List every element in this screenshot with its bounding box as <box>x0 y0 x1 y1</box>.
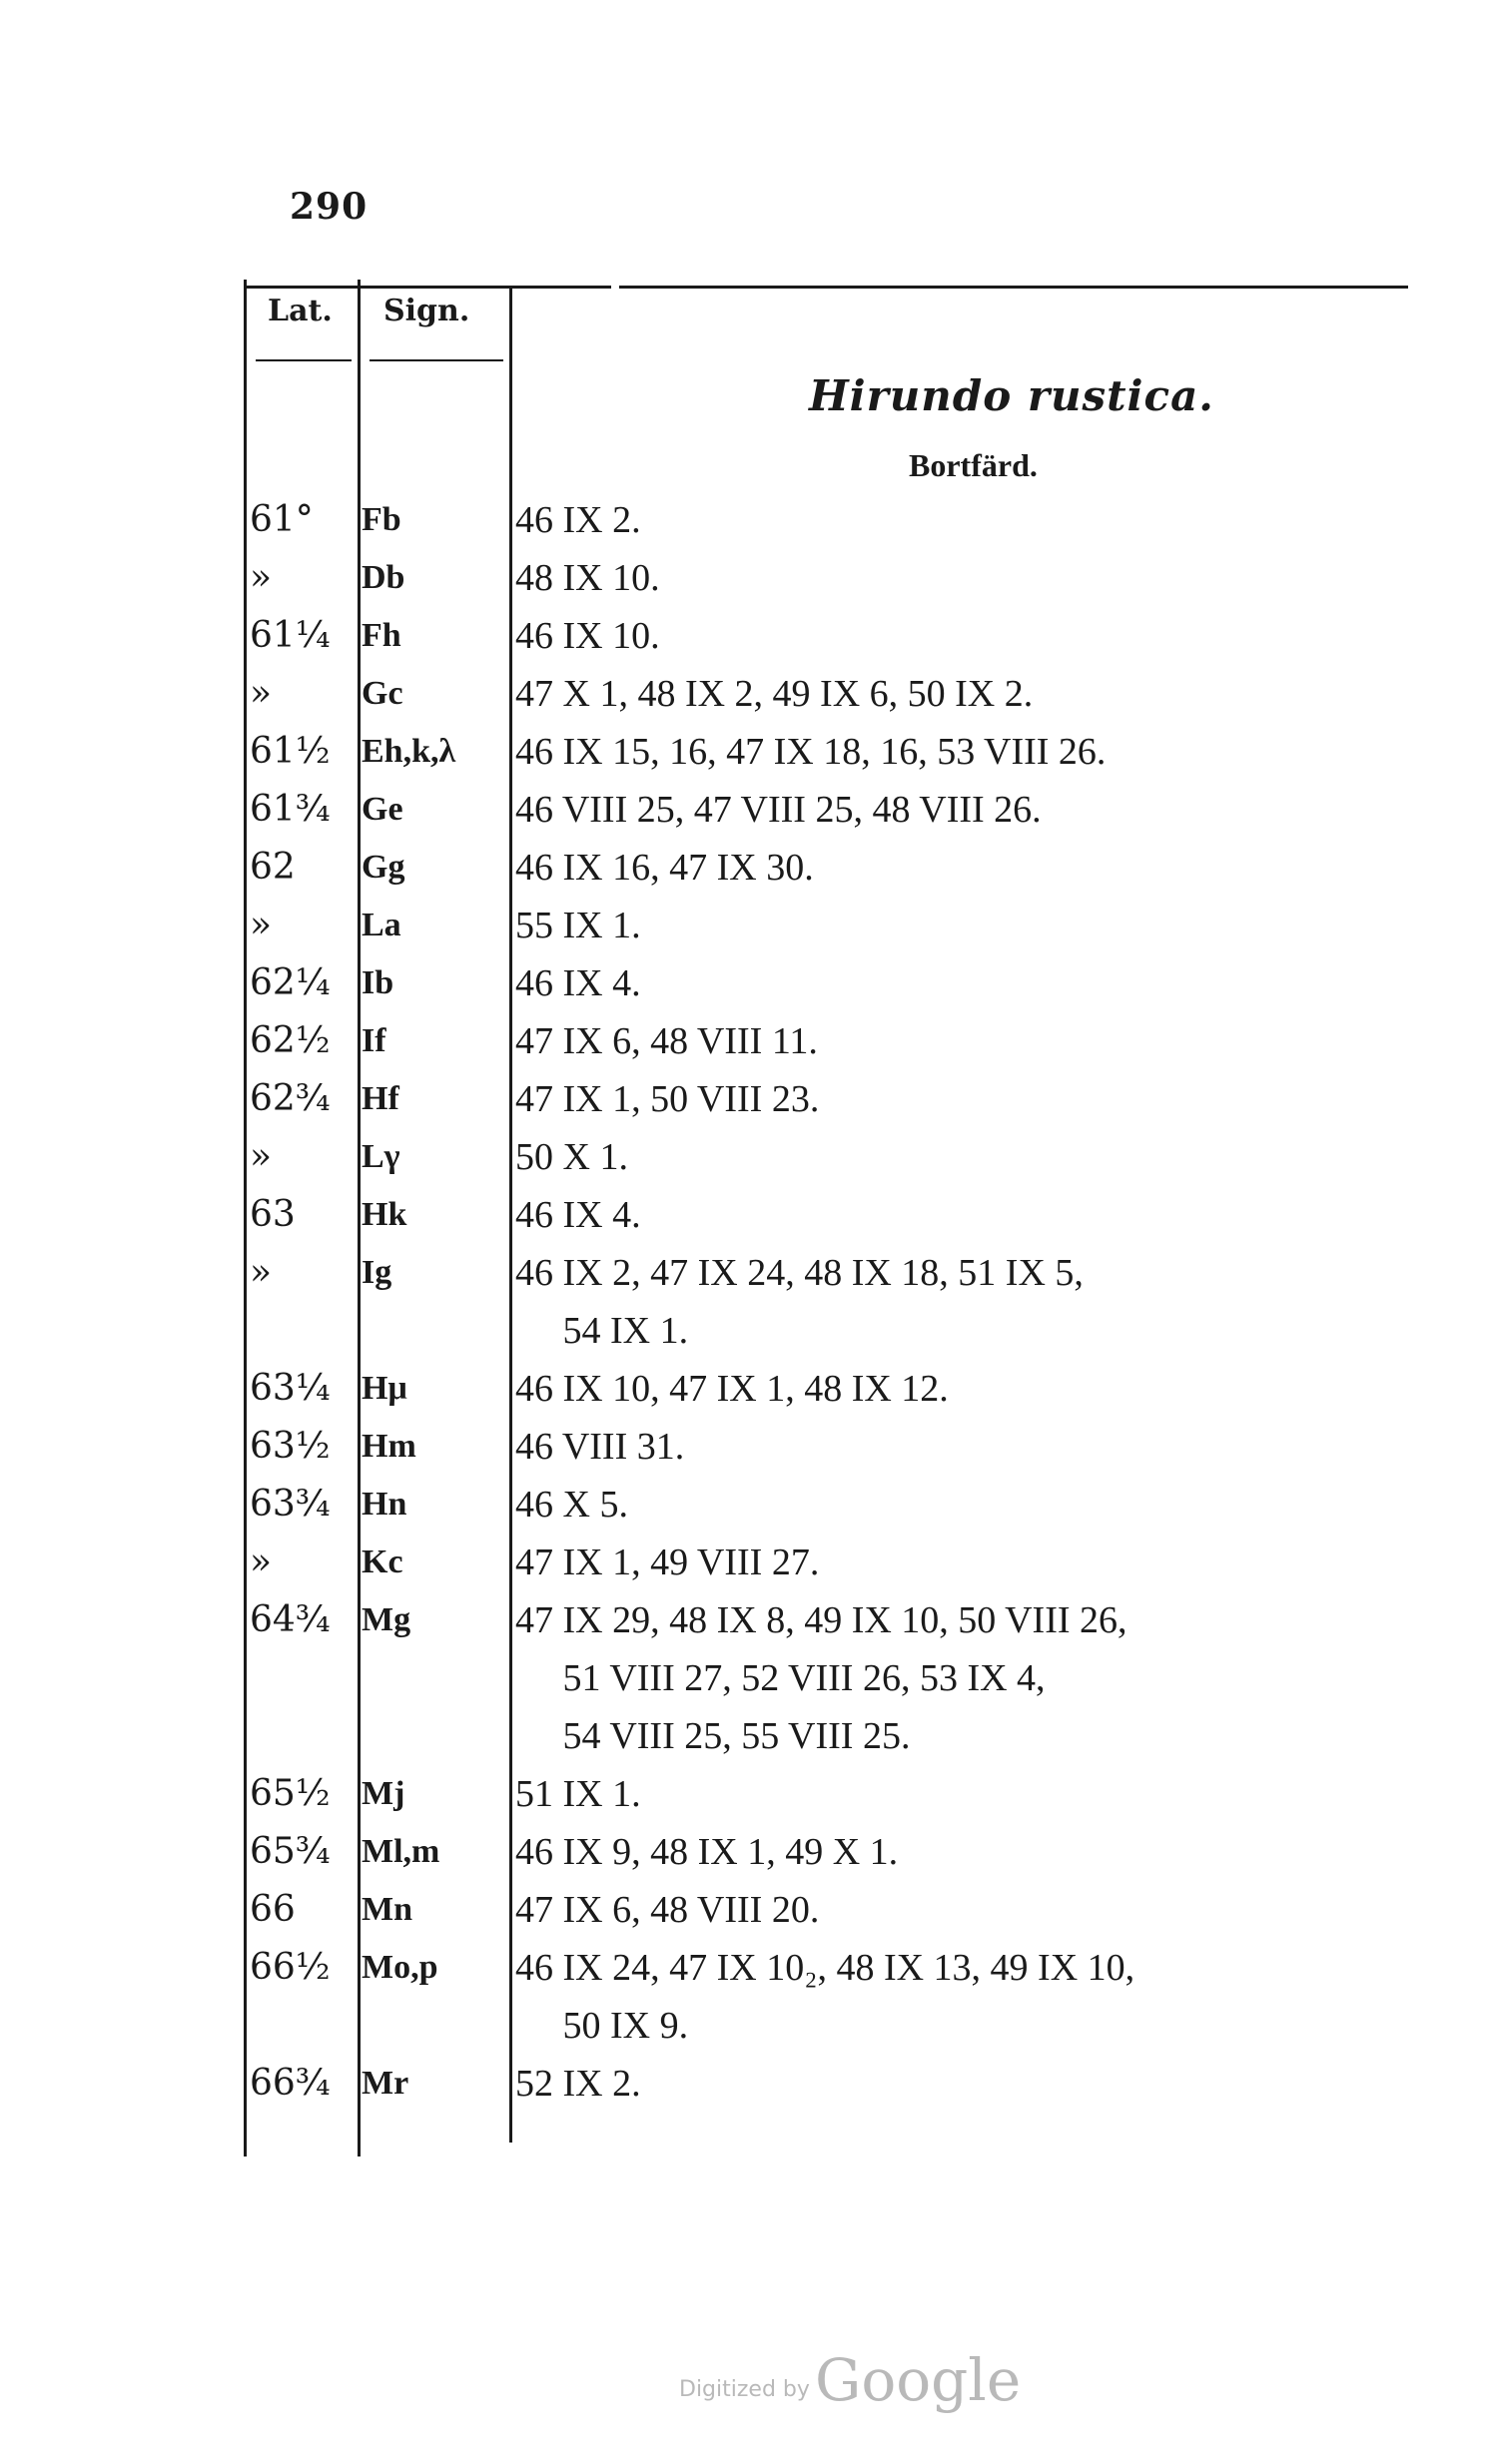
cell-lat: 66¾ <box>250 2063 331 2104</box>
table-row <box>0 1186 1495 1244</box>
cell-sign: Gg <box>362 849 405 886</box>
cell-sign: Mn <box>362 1891 412 1928</box>
cell-sign: Kc <box>362 1543 403 1580</box>
table-row <box>0 2055 1495 2113</box>
table-row <box>0 1823 1495 1881</box>
cell-data: 47 IX 1, 49 VIII 27. <box>515 1541 820 1583</box>
cell-sign: If <box>362 1022 386 1059</box>
cell-lat: 63¾ <box>250 1484 331 1525</box>
cell-lat: 61¼ <box>250 615 331 656</box>
cell-lat: 61½ <box>250 731 331 772</box>
header-underline-lat <box>256 359 352 361</box>
cell-data: 46 IX 16, 47 IX 30. <box>515 847 814 889</box>
table-row <box>0 1070 1495 1128</box>
cell-lat: 61° <box>250 499 314 540</box>
cell-sign: Hk <box>362 1196 407 1233</box>
watermark-prefix: Digitized by <box>679 2377 810 2402</box>
cell-lat: 64¾ <box>250 1599 331 1640</box>
cell-sign: Fh <box>362 617 401 654</box>
header-sign: Sign. <box>383 294 470 328</box>
cell-data: 47 IX 6, 48 VIII 11. <box>515 1020 818 1062</box>
table-row <box>0 1360 1495 1418</box>
table-row <box>0 1128 1495 1186</box>
watermark-brand: Google <box>815 2346 1022 2414</box>
cell-sign: Eh,k,λ <box>362 733 456 770</box>
cell-sign: Ib <box>362 964 394 1001</box>
cell-data: 46 VIII 31. <box>515 1426 685 1468</box>
table-row <box>0 723 1495 781</box>
cell-data: 50 X 1. <box>515 1136 628 1178</box>
cell-sign: Ge <box>362 791 403 828</box>
table-row <box>0 1418 1495 1476</box>
cell-lat: 66½ <box>250 1947 331 1988</box>
table-row <box>0 1765 1495 1823</box>
cell-lat: 62¾ <box>250 1078 331 1119</box>
header-underline-sign <box>370 359 503 361</box>
table-top-rule-right <box>619 286 1408 289</box>
table-row <box>0 1881 1495 1939</box>
cell-sign: Mr <box>362 2065 409 2102</box>
cell-sign: Gc <box>362 675 403 712</box>
cell-lat: 62¼ <box>250 962 331 1003</box>
cell-lat: » <box>250 673 273 714</box>
table-row <box>0 954 1495 1012</box>
cell-data: 46 IX 2, 47 IX 24, 48 IX 18, 51 IX 5, 54 IX 1. <box>515 1252 1084 1352</box>
cell-sign: Db <box>362 559 405 596</box>
cell-lat: » <box>250 1541 273 1582</box>
cell-lat: » <box>250 1136 273 1177</box>
cell-sign: Hn <box>362 1486 407 1523</box>
cell-data: 55 IX 1. <box>515 905 641 946</box>
table-row <box>0 839 1495 897</box>
table-row <box>0 1534 1495 1591</box>
cell-data: 46 IX 4. <box>515 962 641 1004</box>
cell-data: 46 VIII 25, 47 VIII 25, 48 VIII 26. <box>515 789 1042 831</box>
cell-data: 47 IX 1, 50 VIII 23. <box>515 1078 820 1120</box>
cell-sign: Hf <box>362 1080 399 1117</box>
table-row <box>0 665 1495 723</box>
cell-lat: 63¼ <box>250 1368 331 1409</box>
cell-data: 47 X 1, 48 IX 2, 49 IX 6, 50 IX 2. <box>515 673 1034 715</box>
table-row <box>0 607 1495 665</box>
cell-sign: Hμ <box>362 1370 407 1407</box>
table-row <box>0 1939 1495 2055</box>
cell-lat: 66 <box>250 1889 296 1930</box>
cell-lat: 63½ <box>250 1426 331 1467</box>
cell-sign: Mj <box>362 1775 405 1812</box>
table-body <box>0 491 1495 2113</box>
cell-data: 47 IX 6, 48 VIII 20. <box>515 1889 820 1931</box>
table-row <box>0 1591 1495 1765</box>
cell-data: 48 IX 10. <box>515 557 660 599</box>
table-row <box>0 897 1495 954</box>
cell-data: 46 IX 9, 48 IX 1, 49 X 1. <box>515 1831 899 1873</box>
cell-lat: 65¾ <box>250 1831 331 1872</box>
cell-data: 46 IX 10. <box>515 615 660 657</box>
cell-data: 46 IX 2. <box>515 499 641 541</box>
header-lat: Lat. <box>268 294 333 328</box>
cell-sign: Mo,p <box>362 1949 438 1986</box>
cell-data: 46 X 5. <box>515 1484 628 1526</box>
species-title: Hirundo rustica. <box>809 371 1214 420</box>
cell-lat: 62½ <box>250 1020 331 1061</box>
table-row <box>0 1012 1495 1070</box>
table-row <box>0 1476 1495 1534</box>
cell-data: 46 IX 15, 16, 47 IX 18, 16, 53 VIII 26. <box>515 731 1107 773</box>
cell-sign: Hm <box>362 1428 416 1465</box>
table-row <box>0 781 1495 839</box>
cell-data: 46 IX 10, 47 IX 1, 48 IX 12. <box>515 1368 949 1410</box>
cell-lat: » <box>250 1252 273 1293</box>
cell-sign: Ig <box>362 1254 392 1291</box>
cell-lat: 62 <box>250 847 296 888</box>
cell-data: 52 IX 2. <box>515 2063 641 2105</box>
table-row <box>0 549 1495 607</box>
cell-sign: Ml,m <box>362 1833 440 1870</box>
cell-lat: 65½ <box>250 1773 331 1814</box>
cell-sign: Fb <box>362 501 401 538</box>
cell-sign: Lγ <box>362 1138 400 1175</box>
cell-data: 46 IX 4. <box>515 1194 641 1236</box>
cell-lat: 63 <box>250 1194 296 1235</box>
table-row <box>0 491 1495 549</box>
cell-data: 51 IX 1. <box>515 1773 641 1815</box>
table-row <box>0 1244 1495 1360</box>
cell-lat: 61¾ <box>250 789 331 830</box>
section-subtitle: Bortfärd. <box>909 447 1038 483</box>
cell-data: 47 IX 29, 48 IX 8, 49 IX 10, 50 VIII 26, 51 VIII 27, 52 VIII 26, 53 IX 4, 54 VIII 25, 55 VIII 25. <box>515 1599 1127 1757</box>
page-number: 290 <box>290 186 369 228</box>
cell-lat: » <box>250 905 273 945</box>
cell-data: 46 IX 24, 47 IX 10₂, 48 IX 13, 49 IX 10, 50 IX 9. <box>515 1947 1135 2047</box>
cell-sign: Mg <box>362 1601 411 1638</box>
cell-sign: La <box>362 907 401 943</box>
google-watermark <box>679 2346 1021 2414</box>
cell-lat: » <box>250 557 273 598</box>
table-top-rule-left <box>244 286 611 289</box>
